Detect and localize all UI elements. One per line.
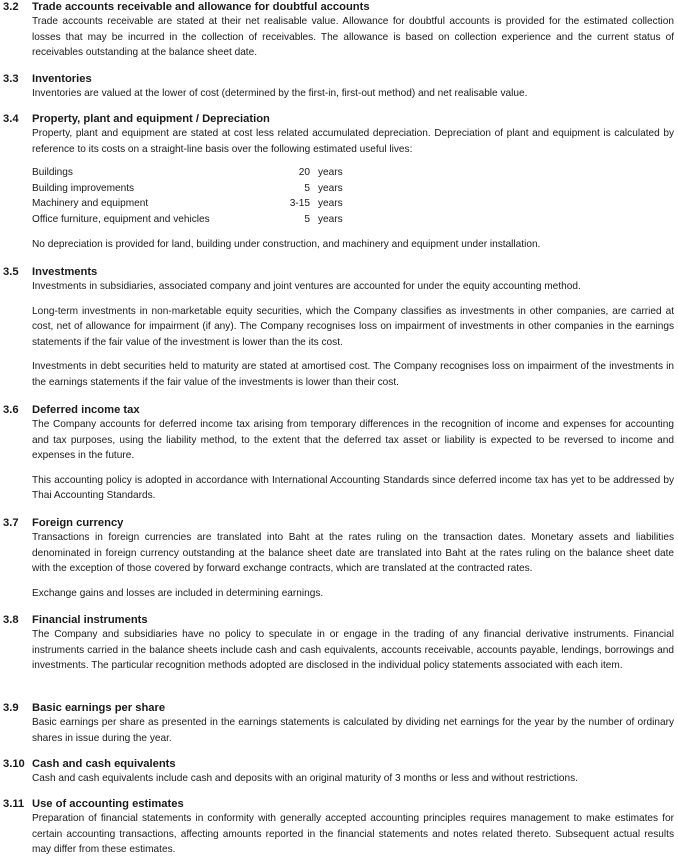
table-row: [32, 165, 358, 181]
useful-life-unit: years: [318, 182, 343, 194]
section-title: Trade accounts receivable and allowance for doubtful accounts: [32, 1, 370, 13]
section-heading: [3, 112, 674, 126]
section-3-9: [3, 701, 674, 746]
section-heading: [3, 72, 674, 86]
useful-life-years: 3-15: [289, 198, 310, 210]
section-title: Deferred income tax: [32, 404, 140, 416]
paragraph: Inventories are valued at the lower of cost (determined by the first-in, first-out method) and net realisable value.: [32, 88, 528, 99]
paragraph: Investments in debt securities held to maturity are stated at amortised cost. The Company recognises loss on impairment of the investments in the earnings statements if the fair value of the investments is lower than their cost.: [32, 361, 674, 388]
section-heading: [3, 0, 674, 14]
section-3-4: [3, 112, 674, 252]
paragraph: Long-term investments in non-marketable equity securities, which the Company classifies as investments in other companies, are carried at cost, net of allowance for impairment (if any). The Company recognises loss on impairment of investments in other companies in the earnings statements if the fair value of the investment is lower than the its cost.: [32, 305, 674, 348]
table-row: [32, 212, 358, 228]
section-number: 3.7: [3, 517, 19, 529]
section-3-6: [3, 403, 674, 504]
section-number: 3.11: [3, 798, 25, 810]
useful-life-years: 5: [304, 213, 310, 225]
section-heading: [3, 797, 674, 811]
section-number: 3.8: [3, 614, 19, 626]
section-heading: [3, 403, 674, 417]
section-number: 3.6: [3, 404, 19, 416]
section-number: 3.10: [3, 758, 25, 770]
useful-life-unit: years: [318, 213, 343, 225]
table-row: [32, 181, 358, 197]
section-3-7: [3, 516, 674, 601]
paragraph: This accounting policy is adopted in accordance with International Accounting Standards since deferred income tax has yet to be addressed by Thai Accounting Standards.: [32, 474, 674, 502]
section-title: Basic earnings per share: [32, 702, 166, 714]
section-3-11: [3, 797, 674, 858]
paragraph: Transactions in foreign currencies are translated into Baht at the rates ruling on the transaction dates. Monetary assets and liabilities denominated in foreign currency outstanding at the balance sheet date are translated into Baht at the rates ruling on the balance sheet date with the exception of those covered by forward exchange contracts, which are translated at the contracted rates.: [32, 532, 674, 575]
section-heading: [3, 757, 674, 771]
section-number: 3.2: [3, 1, 19, 13]
section-title: Cash and cash equivalents: [32, 758, 176, 770]
useful-life-unit: years: [318, 167, 343, 179]
section-3-3: [3, 72, 674, 102]
section-3-2: [3, 0, 674, 61]
section-title: Use of accounting estimates: [32, 798, 184, 810]
section-3-10: [3, 757, 674, 787]
paragraph: Property, plant and equipment are stated at cost less related accumulated depreciation. Depreciation of plant and equipment is calculated by reference to its costs on a straight-line basis over the following estimated useful lives:: [32, 128, 674, 155]
section-title: Property, plant and equipment / Depreciation: [32, 113, 270, 125]
section-title: Foreign currency: [32, 517, 124, 529]
section-title: Financial instruments: [32, 614, 148, 626]
paragraph: Basic earnings per share as presented in the earnings statements is calculated by dividing net earnings for the year by the number of ordinary shares in issue during the year.: [32, 717, 674, 744]
section-3-5: [3, 265, 674, 391]
table-row: [32, 196, 358, 212]
paragraph: Trade accounts receivable are stated at their net realisable value. Allowance for doubtful accounts is provided for the estimated collection losses that may be incurred in the collection of receivables. The allowance is based on collection experience and the current status of receivables outstanding at the balance sheet date.: [32, 16, 674, 59]
paragraph: Cash and cash equivalents include cash and deposits with an original maturity of 3 months or less and without restrictions.: [32, 773, 578, 784]
section-3-8: [3, 613, 674, 674]
asset-name: Building improvements: [32, 182, 135, 194]
section-number: 3.4: [3, 113, 19, 125]
useful-life-unit: years: [318, 198, 343, 210]
section-heading: [3, 516, 674, 530]
section-title: Investments: [32, 266, 98, 278]
section-number: 3.3: [3, 73, 19, 85]
paragraph: Exchange gains and losses are included in determining earnings.: [32, 587, 324, 599]
paragraph: Investments in subsidiaries, associated company and joint ventures are accounted for under the equity accounting method.: [32, 281, 581, 292]
section-number: 3.9: [3, 702, 19, 714]
section-heading: [3, 265, 674, 279]
paragraph: The Company accounts for deferred income tax arising from temporary differences in the recognition of income and expenses for accounting and tax purposes, using the liability method, to the extent that the deferred tax asset or liability is expected to be reversed to income and expenses in the future.: [32, 419, 674, 462]
section-number: 3.5: [3, 266, 19, 278]
section-heading: [3, 613, 674, 627]
useful-life-years: 20: [298, 167, 310, 179]
section-heading: [3, 701, 674, 715]
asset-name: Machinery and equipment: [32, 198, 149, 210]
section-title: Inventories: [32, 73, 92, 85]
useful-lives-table: [32, 165, 358, 227]
asset-name: Buildings: [32, 167, 73, 179]
paragraph: Preparation of financial statements in conformity with generally accepted accounting principles requires management to make estimates for certain accounting transactions, affecting amounts reported in the financial statements and notes related thereto. Subsequent actual results may differ from these estimates.: [32, 813, 674, 856]
useful-life-years: 5: [304, 182, 310, 194]
asset-name: Office furniture, equipment and vehicles: [32, 213, 210, 225]
paragraph: The Company and subsidiaries have no policy to speculate in or engage in the trading of any financial derivative instruments. Financial instruments carried in the balance sheets include cash and cash equivalents, accounts receivable, accounts payable, lendings, borrowings and investments. The particular recognition methods adopted are disclosed in the individual policy statements associated with each item.: [32, 629, 674, 672]
paragraph: No depreciation is provided for land, building under construction, and machinery and equipment under installation.: [32, 238, 541, 250]
